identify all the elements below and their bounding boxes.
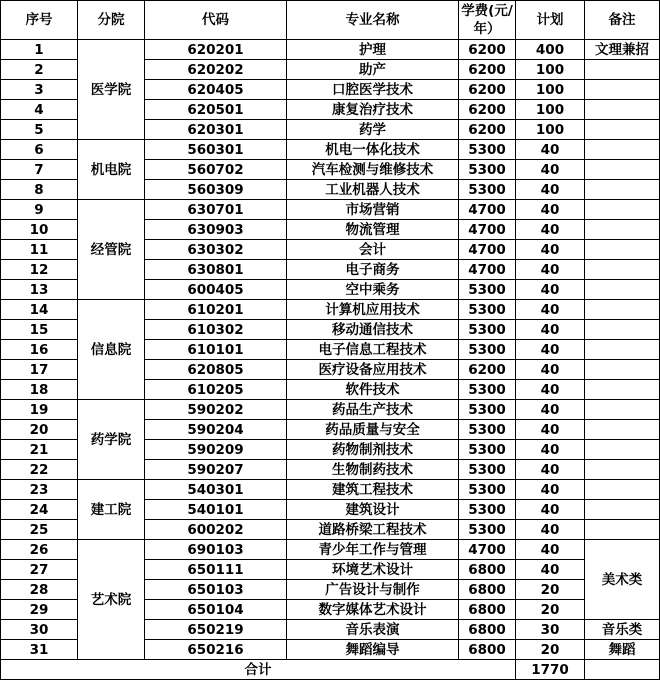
college-cell: 信息院 bbox=[78, 300, 145, 400]
code-cell: 610205 bbox=[145, 380, 287, 400]
plan-cell: 40 bbox=[516, 220, 585, 240]
plan-cell: 40 bbox=[516, 140, 585, 160]
remark-cell-art: 美术类 bbox=[585, 540, 660, 620]
major-cell: 道路桥梁工程技术 bbox=[287, 520, 459, 540]
code-cell: 650103 bbox=[145, 580, 287, 600]
plan-cell: 20 bbox=[516, 600, 585, 620]
seq-cell: 22 bbox=[1, 460, 78, 480]
fee-cell: 5300 bbox=[459, 280, 516, 300]
seq-cell: 20 bbox=[1, 420, 78, 440]
remark-cell bbox=[585, 240, 660, 260]
seq-cell: 2 bbox=[1, 60, 78, 80]
fee-cell: 4700 bbox=[459, 240, 516, 260]
code-cell: 650216 bbox=[145, 640, 287, 660]
fee-cell: 5300 bbox=[459, 480, 516, 500]
remark-cell bbox=[585, 140, 660, 160]
major-cell: 生物制药技术 bbox=[287, 460, 459, 480]
remark-cell bbox=[585, 400, 660, 420]
seq-cell: 5 bbox=[1, 120, 78, 140]
seq-cell: 7 bbox=[1, 160, 78, 180]
remark-cell bbox=[585, 160, 660, 180]
remark-cell bbox=[585, 180, 660, 200]
header-remark: 备注 bbox=[585, 1, 660, 40]
seq-cell: 15 bbox=[1, 320, 78, 340]
fee-cell: 5300 bbox=[459, 440, 516, 460]
code-cell: 610201 bbox=[145, 300, 287, 320]
fee-cell: 5300 bbox=[459, 300, 516, 320]
code-cell: 590209 bbox=[145, 440, 287, 460]
fee-cell: 5300 bbox=[459, 160, 516, 180]
fee-cell: 6200 bbox=[459, 40, 516, 60]
table-row bbox=[1, 40, 660, 60]
fee-cell: 6800 bbox=[459, 600, 516, 620]
seq-cell: 13 bbox=[1, 280, 78, 300]
seq-cell: 19 bbox=[1, 400, 78, 420]
header-code: 代码 bbox=[145, 1, 287, 40]
seq-cell: 17 bbox=[1, 360, 78, 380]
code-cell: 630701 bbox=[145, 200, 287, 220]
plan-cell: 40 bbox=[516, 340, 585, 360]
fee-cell: 6800 bbox=[459, 640, 516, 660]
fee-cell: 4700 bbox=[459, 220, 516, 240]
code-cell: 560702 bbox=[145, 160, 287, 180]
table-row bbox=[1, 200, 660, 220]
table-row bbox=[1, 400, 660, 420]
code-cell: 590202 bbox=[145, 400, 287, 420]
code-cell: 620202 bbox=[145, 60, 287, 80]
major-cell: 数字媒体艺术设计 bbox=[287, 600, 459, 620]
fee-cell: 4700 bbox=[459, 540, 516, 560]
college-cell: 药学院 bbox=[78, 400, 145, 480]
seq-cell: 31 bbox=[1, 640, 78, 660]
major-cell: 药学 bbox=[287, 120, 459, 140]
fee-cell: 6800 bbox=[459, 560, 516, 580]
major-cell: 康复治疗技术 bbox=[287, 100, 459, 120]
plan-cell: 40 bbox=[516, 320, 585, 340]
seq-cell: 3 bbox=[1, 80, 78, 100]
code-cell: 620301 bbox=[145, 120, 287, 140]
fee-cell: 6200 bbox=[459, 360, 516, 380]
fee-cell: 4700 bbox=[459, 200, 516, 220]
fee-cell: 5300 bbox=[459, 380, 516, 400]
remark-cell: 音乐类 bbox=[585, 620, 660, 640]
major-cell: 移动通信技术 bbox=[287, 320, 459, 340]
plan-cell: 40 bbox=[516, 200, 585, 220]
remark-cell bbox=[585, 60, 660, 80]
major-cell: 建筑工程技术 bbox=[287, 480, 459, 500]
header-major: 专业名称 bbox=[287, 1, 459, 40]
total-value: 1770 bbox=[516, 660, 585, 680]
remark-cell bbox=[585, 320, 660, 340]
major-cell: 青少年工作与管理 bbox=[287, 540, 459, 560]
code-cell: 650104 bbox=[145, 600, 287, 620]
fee-cell: 6200 bbox=[459, 60, 516, 80]
plan-cell: 20 bbox=[516, 580, 585, 600]
remark-cell bbox=[585, 100, 660, 120]
major-cell: 会计 bbox=[287, 240, 459, 260]
plan-cell: 40 bbox=[516, 380, 585, 400]
seq-cell: 12 bbox=[1, 260, 78, 280]
college-cell: 建工院 bbox=[78, 480, 145, 540]
code-cell: 590207 bbox=[145, 460, 287, 480]
college-cell: 艺术院 bbox=[78, 540, 145, 660]
seq-cell: 23 bbox=[1, 480, 78, 500]
plan-cell: 40 bbox=[516, 440, 585, 460]
fee-cell: 5300 bbox=[459, 180, 516, 200]
major-cell: 电子商务 bbox=[287, 260, 459, 280]
major-cell: 药品生产技术 bbox=[287, 400, 459, 420]
plan-cell: 40 bbox=[516, 160, 585, 180]
fee-cell: 5300 bbox=[459, 140, 516, 160]
fee-cell: 4700 bbox=[459, 260, 516, 280]
seq-cell: 4 bbox=[1, 100, 78, 120]
fee-cell: 6800 bbox=[459, 580, 516, 600]
code-cell: 620201 bbox=[145, 40, 287, 60]
seq-cell: 1 bbox=[1, 40, 78, 60]
plan-cell: 100 bbox=[516, 120, 585, 140]
major-cell: 医疗设备应用技术 bbox=[287, 360, 459, 380]
fee-cell: 6200 bbox=[459, 100, 516, 120]
code-cell: 620805 bbox=[145, 360, 287, 380]
code-cell: 560301 bbox=[145, 140, 287, 160]
table-row bbox=[1, 480, 660, 500]
major-cell: 舞蹈编导 bbox=[287, 640, 459, 660]
major-cell: 软件技术 bbox=[287, 380, 459, 400]
seq-cell: 14 bbox=[1, 300, 78, 320]
fee-cell: 6200 bbox=[459, 120, 516, 140]
plan-cell: 40 bbox=[516, 520, 585, 540]
remark-cell bbox=[585, 380, 660, 400]
plan-cell: 40 bbox=[516, 240, 585, 260]
seq-cell: 30 bbox=[1, 620, 78, 640]
code-cell: 560309 bbox=[145, 180, 287, 200]
plan-cell: 40 bbox=[516, 360, 585, 380]
seq-cell: 10 bbox=[1, 220, 78, 240]
major-cell: 药物制剂技术 bbox=[287, 440, 459, 460]
fee-cell: 5300 bbox=[459, 520, 516, 540]
plan-cell: 100 bbox=[516, 80, 585, 100]
remark-cell bbox=[585, 340, 660, 360]
remark-cell bbox=[585, 500, 660, 520]
plan-cell: 40 bbox=[516, 260, 585, 280]
major-cell: 工业机器人技术 bbox=[287, 180, 459, 200]
plan-cell: 40 bbox=[516, 500, 585, 520]
plan-cell: 100 bbox=[516, 60, 585, 80]
remark-cell bbox=[585, 420, 660, 440]
total-remark bbox=[585, 660, 660, 680]
remark-cell: 舞蹈 bbox=[585, 640, 660, 660]
college-cell: 经管院 bbox=[78, 200, 145, 300]
code-cell: 600202 bbox=[145, 520, 287, 540]
total-row bbox=[1, 660, 660, 680]
plan-cell: 20 bbox=[516, 640, 585, 660]
code-cell: 650111 bbox=[145, 560, 287, 580]
code-cell: 610302 bbox=[145, 320, 287, 340]
plan-cell: 40 bbox=[516, 400, 585, 420]
plan-cell: 100 bbox=[516, 100, 585, 120]
seq-cell: 9 bbox=[1, 200, 78, 220]
header-fee: 学费(元/年） bbox=[459, 1, 516, 40]
fee-cell: 5300 bbox=[459, 500, 516, 520]
code-cell: 620405 bbox=[145, 80, 287, 100]
remark-cell bbox=[585, 80, 660, 100]
plan-cell: 40 bbox=[516, 540, 585, 560]
remark-cell bbox=[585, 360, 660, 380]
code-cell: 540101 bbox=[145, 500, 287, 520]
table-row bbox=[1, 540, 660, 560]
seq-cell: 29 bbox=[1, 600, 78, 620]
major-cell: 市场营销 bbox=[287, 200, 459, 220]
seq-cell: 11 bbox=[1, 240, 78, 260]
table-row bbox=[1, 300, 660, 320]
major-cell: 助产 bbox=[287, 60, 459, 80]
plan-cell: 40 bbox=[516, 420, 585, 440]
fee-cell: 6200 bbox=[459, 80, 516, 100]
major-cell: 机电一体化技术 bbox=[287, 140, 459, 160]
header-seq: 序号 bbox=[1, 1, 78, 40]
seq-cell: 27 bbox=[1, 560, 78, 580]
seq-cell: 25 bbox=[1, 520, 78, 540]
code-cell: 610101 bbox=[145, 340, 287, 360]
remark-cell bbox=[585, 440, 660, 460]
plan-cell: 30 bbox=[516, 620, 585, 640]
remark-cell bbox=[585, 520, 660, 540]
seq-cell: 26 bbox=[1, 540, 78, 560]
remark-cell bbox=[585, 480, 660, 500]
seq-cell: 18 bbox=[1, 380, 78, 400]
code-cell: 650219 bbox=[145, 620, 287, 640]
major-cell: 环境艺术设计 bbox=[287, 560, 459, 580]
seq-cell: 8 bbox=[1, 180, 78, 200]
college-cell: 医学院 bbox=[78, 40, 145, 140]
total-label: 合计 bbox=[1, 660, 516, 680]
code-cell: 540301 bbox=[145, 480, 287, 500]
plan-cell: 40 bbox=[516, 460, 585, 480]
remark-cell bbox=[585, 280, 660, 300]
seq-cell: 21 bbox=[1, 440, 78, 460]
remark-cell bbox=[585, 300, 660, 320]
code-cell: 600405 bbox=[145, 280, 287, 300]
header-plan: 计划 bbox=[516, 1, 585, 40]
seq-cell: 28 bbox=[1, 580, 78, 600]
fee-cell: 5300 bbox=[459, 460, 516, 480]
plan-cell: 40 bbox=[516, 280, 585, 300]
major-cell: 药品质量与安全 bbox=[287, 420, 459, 440]
major-cell: 空中乘务 bbox=[287, 280, 459, 300]
college-cell: 机电院 bbox=[78, 140, 145, 200]
code-cell: 630801 bbox=[145, 260, 287, 280]
major-cell: 建筑设计 bbox=[287, 500, 459, 520]
code-cell: 690103 bbox=[145, 540, 287, 560]
major-cell: 汽车检测与维修技术 bbox=[287, 160, 459, 180]
major-cell: 计算机应用技术 bbox=[287, 300, 459, 320]
major-cell: 护理 bbox=[287, 40, 459, 60]
plan-cell: 40 bbox=[516, 480, 585, 500]
seq-cell: 24 bbox=[1, 500, 78, 520]
fee-cell: 5300 bbox=[459, 320, 516, 340]
remark-cell bbox=[585, 120, 660, 140]
remark-cell bbox=[585, 200, 660, 220]
plan-cell: 40 bbox=[516, 560, 585, 580]
table-row bbox=[1, 140, 660, 160]
code-cell: 630302 bbox=[145, 240, 287, 260]
remark-cell: 文理兼招 bbox=[585, 40, 660, 60]
header-college: 分院 bbox=[78, 1, 145, 40]
major-cell: 电子信息工程技术 bbox=[287, 340, 459, 360]
plan-cell: 40 bbox=[516, 300, 585, 320]
major-cell: 音乐表演 bbox=[287, 620, 459, 640]
remark-cell bbox=[585, 460, 660, 480]
code-cell: 590204 bbox=[145, 420, 287, 440]
fee-cell: 5300 bbox=[459, 340, 516, 360]
fee-cell: 5300 bbox=[459, 400, 516, 420]
seq-cell: 16 bbox=[1, 340, 78, 360]
remark-cell bbox=[585, 260, 660, 280]
plan-cell: 40 bbox=[516, 180, 585, 200]
major-cell: 物流管理 bbox=[287, 220, 459, 240]
remark-cell bbox=[585, 220, 660, 240]
header-row bbox=[1, 1, 660, 40]
major-cell: 口腔医学技术 bbox=[287, 80, 459, 100]
code-cell: 620501 bbox=[145, 100, 287, 120]
plan-cell: 400 bbox=[516, 40, 585, 60]
fee-cell: 5300 bbox=[459, 420, 516, 440]
code-cell: 630903 bbox=[145, 220, 287, 240]
fee-cell: 6800 bbox=[459, 620, 516, 640]
major-cell: 广告设计与制作 bbox=[287, 580, 459, 600]
seq-cell: 6 bbox=[1, 140, 78, 160]
